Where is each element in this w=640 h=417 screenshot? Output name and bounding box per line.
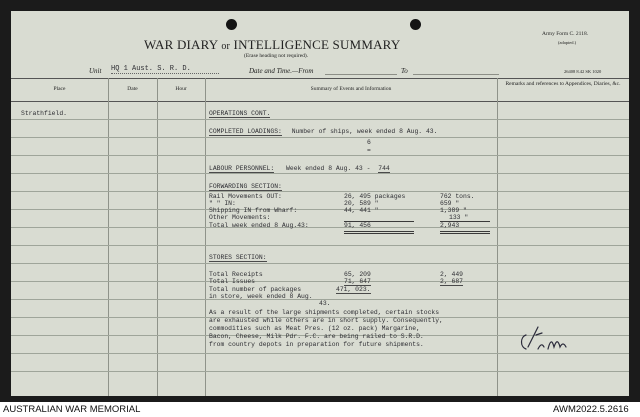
narrative-line: from country depots in preparation for future shipments. [209,341,424,348]
unit-label: Unit [89,67,102,75]
table-header-rule [11,101,629,102]
punch-hole-left [226,19,237,30]
col-header-place: Place [53,86,66,92]
stores-row-b: 2, 449 [440,271,464,278]
fwd-row-b: 133 " [449,214,469,221]
completed-mark: = [367,147,371,154]
total-double-rule [440,233,490,234]
footer-credit: AUSTRALIAN WAR MEMORIAL [3,404,141,415]
form-id: Army Form C. 2118. [542,31,589,37]
stores-row-label: Total Receipts [209,271,263,278]
footer-accession: AWM2022.5.2616 [553,404,629,415]
stores-row-a: 65, 209 [344,271,371,278]
col-header-date: Date [127,86,138,92]
handwritten-signature [516,319,576,359]
stores-row-a: 71, 647 [344,278,371,285]
fwd-row-label: Shipping IN from Wharf: [209,207,298,214]
from-dotted-line [325,74,397,75]
place-value: Strathfield. [21,110,68,117]
row-rule [11,245,629,246]
total-double-rule [344,231,414,232]
table-top-rule [11,78,629,79]
row-rule [11,173,629,174]
fwd-row-b: 659 " [440,200,460,207]
fwd-row-a: 20, 589 " [344,200,379,207]
col-divider [108,78,109,396]
total-double-rule [344,233,414,234]
narrative-line: are exhausted while others are in short supply. Consequently, [209,317,443,324]
row-rule [11,191,629,192]
sheet-subtitle: (Erase heading not required). [244,53,309,59]
stores-total-line3: 43. [319,300,331,307]
stores-total-line1: Total number of packages [209,286,302,293]
to-dotted-line [413,74,499,75]
fwd-row-label: Rail Movements OUT: [209,193,282,200]
form-note: (adapted.) [558,40,577,45]
fwd-row-a: 26, 495 packages [344,193,406,200]
fwd-total-a: 91, 456 [344,222,371,229]
stores-row-b: 2, 687 [440,278,464,285]
row-rule [11,155,629,156]
fwd-row-a: 44, 441 " [344,207,379,214]
stores-row-label: Total Issues [209,278,256,285]
narrative-line: As a result of the large shipments completed, certain stocks [209,309,440,316]
row-rule [11,119,629,120]
datetime-label: Date and Time.—From [249,67,314,75]
fwd-row-b: 1,389 " [440,207,467,214]
fwd-total-label: Total week ended 8 Aug.43: [209,222,309,229]
fwd-row-label: " " IN: [209,200,236,207]
col-header-hour: Hour [175,86,187,92]
sheet-title: WAR DIARY or INTELLIGENCE SUMMARY [144,37,401,52]
fwd-total-b: 2,943 [440,222,460,229]
completed-loadings: COMPLETED LOADINGS: Number of ships, week ended 8 Aug. 43. [209,128,438,135]
narrative-line: commodities such as Meat Pres. (12 oz. pack) Margarine, [209,325,420,332]
completed-value: 6 [367,139,371,146]
row-rule [11,227,629,228]
col-header-summary: Summary of Events and Information [310,86,392,92]
row-rule [11,137,629,138]
stores-heading: STORES SECTION: [209,254,267,261]
stores-total-value: 471, 023. [336,286,371,293]
stores-total-line2: in store, week ended 8 Aug. [209,293,313,300]
total-double-rule [440,231,490,232]
labour-personnel: LABOUR PERSONNEL: Week ended 8 Aug. 43 - 744 [209,165,390,172]
print-code: 26408 8.42 SK 1020 [564,69,602,74]
to-label: To [401,67,408,75]
fwd-row-label: Other Movements: [209,214,271,221]
diary-sheet [11,11,629,396]
fwd-row-b: 762 tons. [440,193,475,200]
forwarding-heading: FORWARDING SECTION: [209,183,282,190]
row-rule [11,209,629,210]
unit-value: HQ 1 Aust. S. R. D. [111,65,219,74]
row-rule [11,281,629,282]
col-divider [497,78,498,396]
row-rule [11,263,629,264]
row-rule [11,371,629,372]
narrative-line: Bacon, Cheese, Milk Pdr. F.C. are being railed to S.R.D. [209,333,424,340]
col-header-remarks: Remarks and references to Appendices, Diaries, &c. [505,81,621,87]
operations-heading: OPERATIONS CONT. [209,110,271,117]
punch-hole-right [410,19,421,30]
col-divider [205,78,206,396]
col-divider [157,78,158,396]
